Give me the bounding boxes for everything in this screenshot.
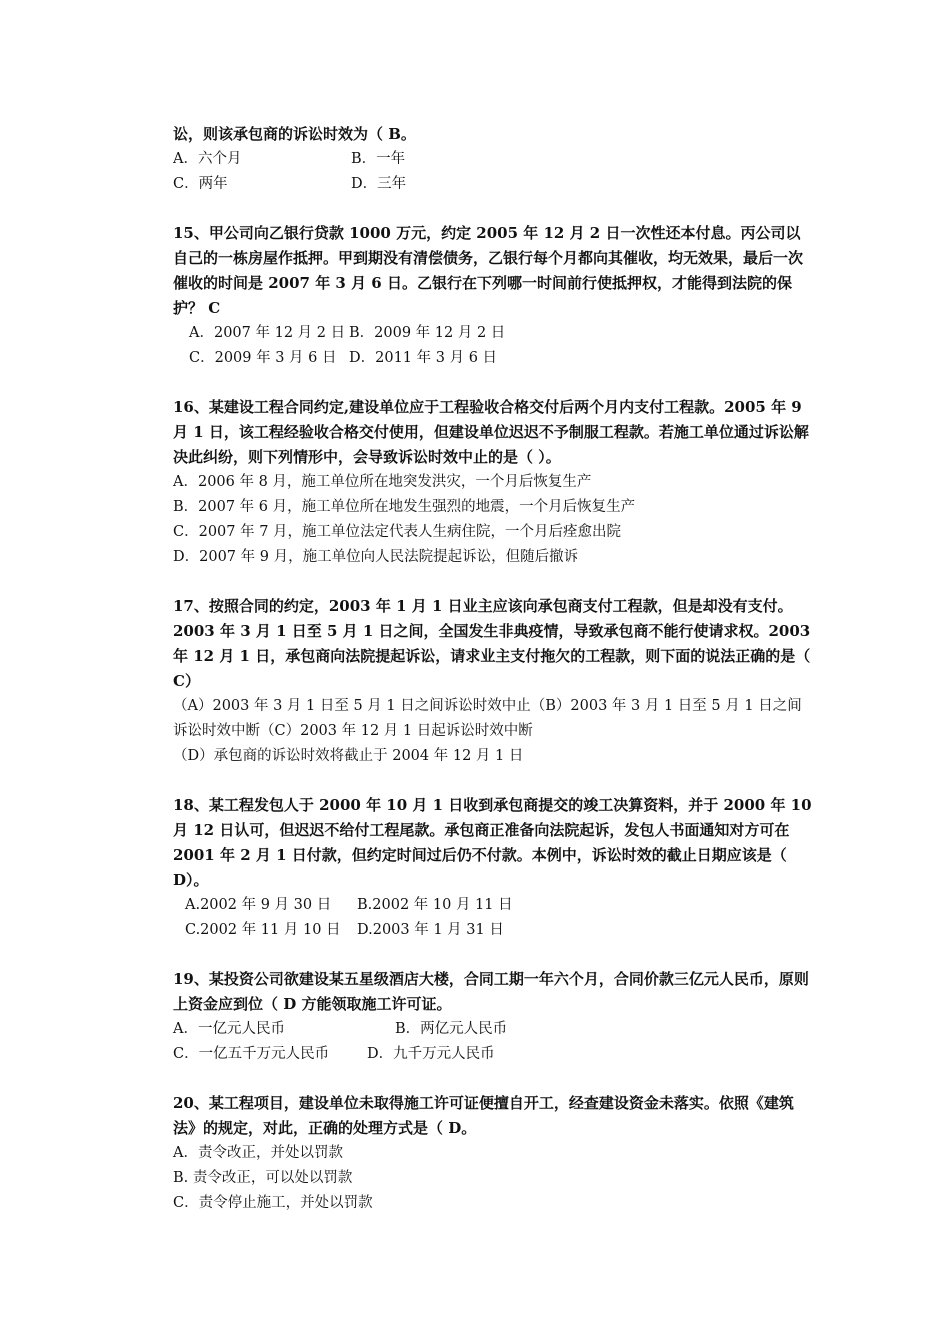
q20-option-a: A．责令改正，并处以罚款	[173, 1145, 343, 1161]
q19-option-d: D．九千万元人民币	[367, 1046, 495, 1062]
q19-option-a: A．一亿元人民币	[173, 1021, 285, 1037]
q17-option-d: （D）承包商的诉讼时效将截止于 2004 年 12 月 1 日	[173, 748, 524, 764]
q18-option-b: B.2002 年 10 月 11 日	[357, 897, 513, 913]
q18-option-c: C.2002 年 11 月 10 日	[185, 922, 341, 938]
q18-option-d: D.2003 年 1 月 31 日	[357, 922, 504, 938]
q14-option-d: D．三年	[351, 176, 407, 192]
q19-options-row-2	[173, 1042, 813, 1067]
q14-stem: 讼，则该承包商的诉讼时效为（ B。	[173, 125, 416, 143]
q15-option-b: B．2009 年 12 月 2 日	[349, 325, 506, 341]
q14-option-a: A．六个月	[173, 151, 242, 167]
q16-option-c: C．2007 年 7 月，施工单位法定代表人生病住院，一个月后痊愈出院	[173, 524, 622, 540]
q19-option-c: C．一亿五千万元人民币	[173, 1046, 330, 1062]
q14-option-b: B．一年	[351, 151, 406, 167]
q18-option-a: A.2002 年 9 月 30 日	[185, 897, 332, 913]
q20-stem: 20、某工程项目，建设单位未取得施工许可证便擅自开工，经查建设资金未落实。依照《建筑法》的规定，对此，正确的处理方式是（ D。	[173, 1094, 794, 1137]
q18-options-row-1	[173, 893, 813, 918]
q19-option-b: B．两亿元人民币	[395, 1021, 508, 1037]
q15-option-c: C．2009 年 3 月 6 日	[189, 350, 337, 366]
q18-stem: 18、某工程发包人于 2000 年 10 月 1 日收到承包商提交的竣工决算资料，并于 2000 年 10 月 12 日认可，但迟迟不给付工程尾款。承包商正准备向法院起诉，发包人书面通知对方可在 2001 年 2 月 1 日付款，但约定时间过后仍不付款。本例中，诉讼时效的截止日期应该是（ D）。	[173, 796, 812, 889]
q17-stem: 17、按照合同的约定，2003 年 1 月 1 日业主应该向承包商支付工程款，但是却没有支付。2003 年 3 月 1 日至 5 月 1 日之间，全国发生非典疫情，导致承包商不能行使请求权。2003 年 12 月 1 日，承包商向法院提起诉讼，请求业主支付拖欠的工程款，则下面的说法正确的是（ C）	[173, 597, 811, 690]
q15-option-d: D．2011 年 3 月 6 日	[349, 350, 498, 366]
q20-option-c: C．责令停止施工，并处以罚款	[173, 1195, 373, 1211]
q18-options-row-2	[173, 918, 813, 943]
q20-option-b: B. 责令改正，可以处以罚款	[173, 1170, 353, 1186]
q16-option-b: B．2007 年 6 月，施工单位所在地发生强烈的地震，一个月后恢复生产	[173, 499, 636, 515]
q15-stem: 15、甲公司向乙银行贷款 1000 万元，约定 2005 年 12 月 2 日一次性还本付息。丙公司以自己的一栋房屋作抵押。甲到期没有清偿债务，乙银行每个月都向其催收，均无效果，最后一次催收的时间是 2007 年 3 月 6 日。乙银行在下列哪一时间前行使抵押权，才能得到法院的保护？ C	[173, 224, 804, 317]
q16-stem: 16、某建设工程合同约定,建设单位应于工程验收合格交付后两个月内支付工程款。2005 年 9 月 1 日，该工程经验收合格交付使用，但建设单位迟迟不予制服工程款。若施工单位通过诉讼解决此纠纷，则下列情形中，会导致诉讼时效中止的是（ ）。	[173, 398, 809, 466]
q16-option-a: A．2006 年 8 月，施工单位所在地突发洪灾，一个月后恢复生产	[173, 474, 592, 490]
q17-options-abc: （A）2003 年 3 月 1 日至 5 月 1 日之间诉讼时效中止（B）2003 年 3 月 1 日至 5 月 1 日之间诉讼时效中断（C）2003 年 12 月 1 日起诉讼时效中断	[173, 698, 802, 739]
q16-option-d: D．2007 年 9 月，施工单位向人民法院提起诉讼，但随后撤诉	[173, 549, 579, 565]
document-page	[173, 122, 813, 1216]
q19-stem: 19、某投资公司欲建设某五星级酒店大楼，合同工期一年六个月，合同价款三亿元人民币，原则上资金应到位（ D 方能领取施工许可证。	[173, 970, 809, 1013]
q19-options-row-1	[173, 1017, 813, 1042]
q15-options-row-1	[173, 321, 813, 346]
q14-options-row-1	[173, 147, 813, 172]
q15-option-a: A．2007 年 12 月 2 日	[189, 325, 346, 341]
q14-option-c: C．两年	[173, 176, 228, 192]
q14-options-row-2	[173, 172, 813, 197]
q15-options-row-2	[173, 346, 813, 371]
